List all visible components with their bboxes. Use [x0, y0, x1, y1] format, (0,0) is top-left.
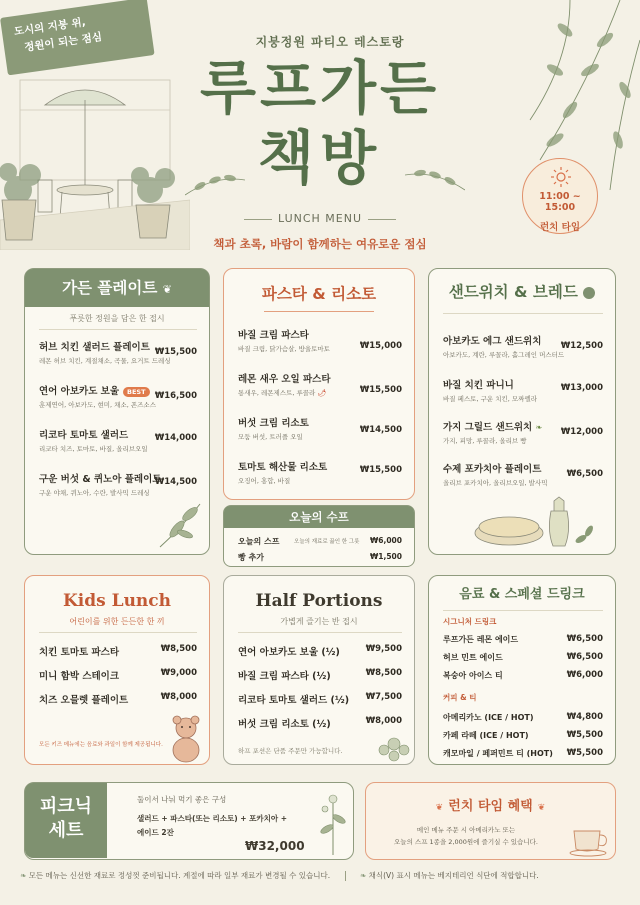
- sun-icon: [551, 167, 571, 187]
- kids-lunch-title: Kids Lunch: [63, 591, 171, 611]
- wildflower-illustration: [315, 789, 351, 855]
- kids-lunch-card: [24, 575, 210, 765]
- menu-item: 연어 아보카도 보울 (½) ₩9,500: [238, 644, 402, 658]
- kids-footnote: 모든 키즈 메뉴에는 음료와 과일이 함께 제공됩니다.: [39, 742, 163, 748]
- leaf-sprig-illustration: [155, 499, 205, 549]
- footer-note-right: 채식(V) 표시 메뉴는 베지테리언 식단에 적합합니다.: [368, 871, 539, 880]
- menu-item-price: ₩6,500: [566, 469, 603, 479]
- teddy-bear-illustration: [165, 714, 207, 764]
- soup-title: 오늘의 수프: [224, 506, 414, 528]
- picnic-line-1: 샐러드 + 파스타(또는 리소토) + 포카치아 +: [137, 814, 288, 823]
- menu-item: 루프가든 레몬 에이드 ₩6,500: [443, 634, 603, 644]
- menu-item: 바질 크림 파스타 바질 크림, 닭가슴살, 방울토마토: [238, 330, 330, 353]
- lunch-menu-label: LUNCH MENU: [230, 212, 410, 225]
- menu-item: 바질 치킨 파니니 바질 페스토, 구운 치킨, 모짜렐라: [443, 380, 538, 403]
- menu-item-price: ₩15,500: [359, 385, 402, 395]
- tagline: 책과 초록, 바람이 함께하는 여유로운 점심: [213, 237, 427, 251]
- kids-lunch-note: 어린이를 위한 든든한 한 끼: [69, 617, 165, 626]
- garden-plate-header: [25, 269, 209, 307]
- divider: [443, 610, 603, 611]
- menu-item: 허브 민트 에이드 ₩6,500: [443, 652, 603, 662]
- divider: [238, 632, 402, 633]
- menu-item: 치즈 오믈렛 플레이트 ₩8,000: [39, 692, 197, 706]
- menu-item: 연어 아보카도 보울 BEST 훈제연어, 아보카도, 현미, 채소, 폰즈소스: [39, 386, 156, 409]
- menu-item-price: ₩12,500: [560, 341, 603, 351]
- half-portions-title: Half Portions: [255, 591, 383, 611]
- menu-item: 레몬 새우 오일 파스타 통새우, 레몬제스트, 루꼴라 🌶: [238, 374, 331, 397]
- sandwich-title: 샌드위치 & 브레드: [448, 283, 578, 301]
- menu-item: 리코타 토마토 샐러드 (½) ₩7,500: [238, 692, 402, 706]
- pasta-title: 파스타 & 리소토: [261, 285, 377, 303]
- footer-note-left: 모든 메뉴는 신선한 재료로 정성껏 준비됩니다. 계절에 따라 일부 재료가 변경될 수 있습니다.: [28, 871, 331, 880]
- footer-separator: [345, 871, 346, 881]
- menu-item: 버섯 크림 리소토 (½) ₩8,000: [238, 716, 402, 730]
- picnic-set-card: [24, 782, 354, 860]
- benefit-line-1: 메인 메뉴 주문 시 아메리카노 또는: [416, 826, 516, 834]
- flower-illustration: [374, 724, 414, 764]
- menu-item-price: ₩16,500: [154, 391, 197, 401]
- restaurant-title-line-1: 루프가든: [199, 54, 441, 122]
- menu-item-price: ₩15,500: [154, 347, 197, 357]
- garden-plate-title: 가든 플레이트: [62, 279, 158, 297]
- drinks-title: 음료 & 스페셜 드링크: [459, 587, 585, 602]
- half-portions-footnote: 하프 포션은 단품 주문만 가능합니다.: [238, 747, 343, 755]
- picnic-line-2: 에이드 2잔: [137, 828, 174, 837]
- picnic-title-line-2: 세트: [48, 820, 84, 841]
- half-portions-note: 가볍게 즐기는 반 접시: [280, 617, 358, 626]
- lunch-benefit-card: [365, 782, 616, 860]
- menu-item-price: ₩14,500: [154, 477, 197, 487]
- picnic-price: ₩32,000: [245, 839, 305, 853]
- divider: [39, 329, 197, 330]
- pasta-card: [223, 268, 415, 500]
- leaf-icon: ❦: [162, 283, 172, 296]
- leaf-icon: ❧: [20, 871, 27, 880]
- picnic-set-label: [25, 783, 107, 858]
- menu-item: 빵 추가 ₩1,500: [238, 552, 402, 562]
- drinks-section-coffee: 커피 & 티: [443, 693, 477, 702]
- ribbon-line-1: 도시의 지붕 위,: [13, 16, 87, 39]
- menu-item-price: ₩14,500: [359, 425, 402, 435]
- vegetarian-leaf-icon: ❧: [535, 423, 543, 432]
- restaurant-title-line-2: 책방: [257, 124, 383, 192]
- coffee-cup-illustration: [568, 823, 612, 857]
- menu-item: 구운 버섯 & 퀴노아 플레이트 구운 야채, 퀴노아, 수란, 발사믹 드레싱: [39, 474, 162, 497]
- menu-item-price: ₩13,000: [560, 383, 603, 393]
- lunch-time-range: 11:00 ~ 15:00: [539, 191, 581, 213]
- sandwich-card: [428, 268, 616, 555]
- chili-icon: 🌶: [317, 389, 327, 397]
- best-badge: BEST: [123, 387, 150, 397]
- leaf-ornament-icon: ❦: [537, 803, 546, 813]
- bread-icon: [583, 287, 595, 299]
- drinks-section-signature: 시그니처 드링크: [443, 617, 497, 626]
- menu-item: 가지 그릴드 샌드위치 ❧ 가지, 피망, 루꼴라, 올리브 빵: [443, 422, 543, 445]
- focaccia-oil-illustration: [469, 491, 599, 551]
- leaf-ornament-icon: ❦: [435, 803, 444, 813]
- menu-item: 토마토 해산물 리소토 오징어, 홍합, 바질: [238, 462, 328, 485]
- menu-item: 복숭아 아이스 티 ₩6,000: [443, 670, 603, 680]
- vegetarian-leaf-icon: ❧: [359, 871, 367, 880]
- lunch-time-badge: [522, 158, 598, 234]
- menu-item: 치킨 토마토 파스타 ₩8,500: [39, 644, 197, 658]
- divider: [39, 632, 197, 633]
- sandwich-header: [429, 273, 615, 311]
- menu-item: 캐모마일 / 페퍼민트 티 (HOT) ₩5,500: [443, 748, 603, 758]
- benefit-title: 런치 타임 혜택: [448, 799, 533, 814]
- picnic-subtitle: 둘이서 나눠 먹기 좋은 구성: [137, 795, 227, 804]
- picnic-title-line-1: 피크닉: [39, 796, 93, 817]
- menu-item-price: ₩12,000: [560, 427, 603, 437]
- menu-item-price: ₩15,500: [359, 465, 402, 475]
- menu-item: 카페 라떼 (ICE / HOT) ₩5,500: [443, 730, 603, 740]
- half-portions-card: [223, 575, 415, 765]
- menu-item: 아보카도 에그 샌드위치 아보카도, 계란, 루꼴라, 홀그레인 머스터드: [443, 336, 565, 359]
- ribbon-line-2: 정원이 되는 점심: [23, 31, 103, 54]
- menu-item: 버섯 크림 리소토 모둠 버섯, 트러플 오일: [238, 418, 309, 441]
- menu-item: 바질 크림 파스타 (½) ₩8,500: [238, 668, 402, 682]
- garden-plate-card: [24, 268, 210, 555]
- menu-item: 수제 포카치아 플레이트 올리브 포카치아, 올리브오일, 발사믹: [443, 464, 548, 487]
- restaurant-subtitle: 지붕정원 파티오 레스토랑: [255, 35, 405, 49]
- divider: [443, 313, 603, 314]
- menu-item-price: ₩14,000: [154, 433, 197, 443]
- garden-plate-note: 푸릇한 정원을 담은 한 접시: [69, 314, 165, 323]
- lunch-time-label: 런치 타임: [539, 222, 580, 233]
- menu-item: 리코타 토마토 샐러드 리코타 치즈, 토마토, 바질, 올리브오일: [39, 430, 148, 453]
- menu-item: 미니 함박 스테이크 ₩9,000: [39, 668, 197, 682]
- divider: [264, 311, 374, 312]
- menu-item-price: ₩15,000: [359, 341, 402, 351]
- footer: [20, 870, 620, 881]
- menu-item: 아메리카노 (ICE / HOT) ₩4,800: [443, 712, 603, 722]
- menu-item: 오늘의 스프 오늘의 재료로 끓인 한 그릇 ₩6,000: [238, 536, 402, 546]
- soup-card: [223, 505, 415, 567]
- menu-item: 허브 치킨 샐러드 플레이트 레몬 허브 치킨, 계절채소, 곡물, 요거트 드레싱: [39, 342, 171, 365]
- benefit-line-2: 오늘의 스프 1종을 2,000원에 즐기실 수 있습니다.: [394, 838, 538, 846]
- drinks-card: [428, 575, 616, 765]
- benefit-header: [366, 795, 615, 814]
